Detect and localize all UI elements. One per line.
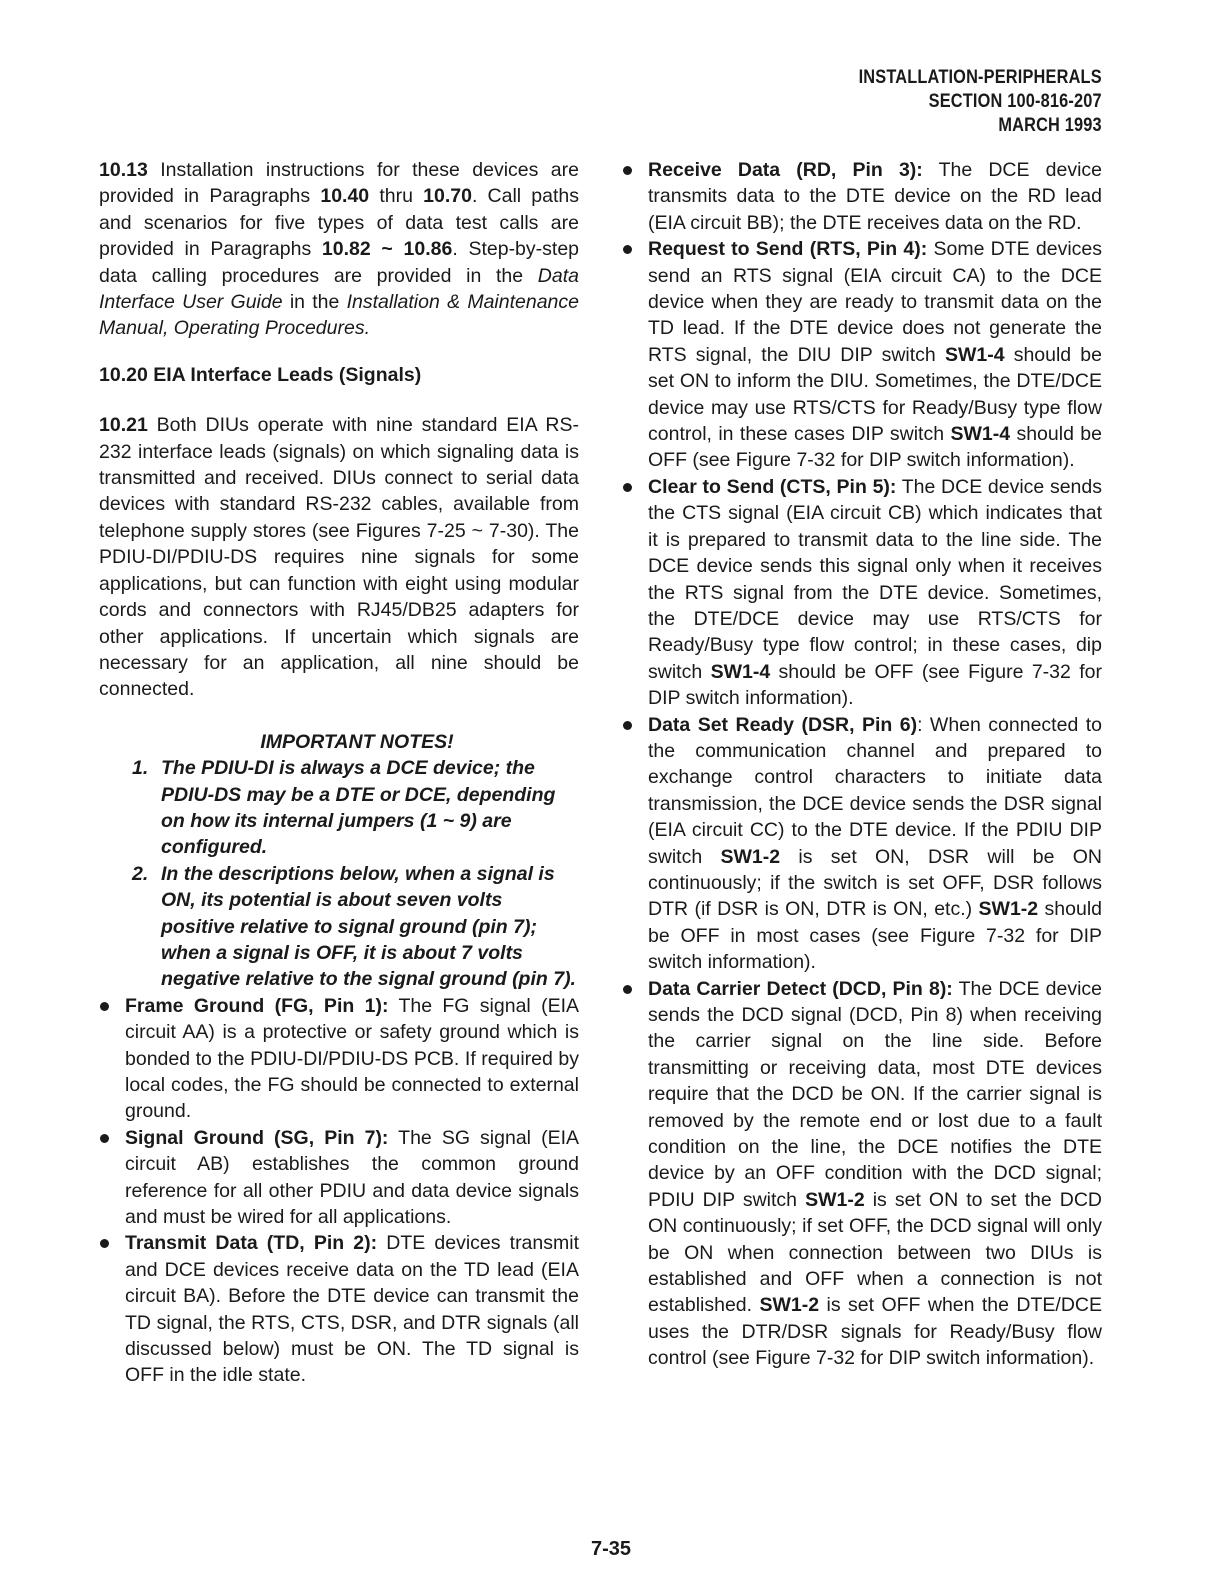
- note-item: [99, 755, 579, 861]
- paragraph-ref: 10.70: [423, 185, 472, 208]
- signal-title: Frame Ground (FG, Pin 1):: [125, 994, 389, 1017]
- signal-title: Data Set Ready (DSR, Pin 6): [648, 713, 918, 736]
- signal-text: Some DTE devices send an RTS signal (EIA circuit CA) to the DCE device when they are ready to transmit data on the TD lead. If the DTE device does not generate the RTS signal, the DIU DIP switch: [648, 238, 1102, 366]
- signal-text: should be OFF (see Figure 7-32 for DIP switch information).: [648, 423, 1102, 472]
- switch-label: SW1-4: [944, 343, 1005, 366]
- switch-label: SW1-4: [710, 660, 771, 683]
- signal-list-left: [99, 993, 579, 1389]
- signal-list-right: [622, 157, 1102, 1372]
- switch-label: SW1-2: [720, 845, 781, 868]
- signal-text: The DCE device transmits data to the DTE device on the RD lead (EIA circuit BB); the DTE receives data on the RD.: [648, 159, 1103, 234]
- switch-label: SW1-2: [978, 898, 1039, 921]
- signal-title: Clear to Send (CTS, Pin 5):: [648, 475, 897, 498]
- switch-label: SW1-2: [759, 1294, 820, 1317]
- header-date: MARCH 1993: [998, 115, 1102, 136]
- header-title: INSTALLATION-PERIPHERALS: [858, 67, 1102, 88]
- document-title: Installation & Maintenance Manual, Operating Procedures.: [99, 291, 579, 340]
- signal-text: should be OFF (see Figure 7-32 for DIP switch information).: [648, 660, 1102, 710]
- signal-text: The SG signal (EIA circuit AB) establishes the common ground reference for all other PDIU and data device signals and must be wired for all applications.: [125, 1126, 579, 1229]
- signal-text: The DCE device sends the DCD signal (DCD, Pin 8) when receiving the carrier signal on the line side. Before transmitting or receiving data, most DTE devices require that the DCD be ON. If the carrier signal is removed by the remote end or lost due to a fault condition on the line, the DCE notifies the DTE device by an OFF condition with the DCD signal; PDIU DIP switch: [648, 977, 1102, 1211]
- note-text: In the descriptions below, when a signal is ON, its potential is about seven volts positive relative to signal ground (pin 7); when a signal is OFF, it is about 7 volts negative relative to the signal ground (pin 7).: [161, 862, 576, 991]
- right-column: [622, 157, 1102, 1372]
- signal-text: is set OFF when the DTE/DCE uses the DTR/DSR signals for Ready/Busy flow control (see Figure 7-32 for DIP switch information).: [648, 1294, 1103, 1370]
- signal-text: : When connected to the communication channel and prepared to exchange control characters to initiate data transmission, the DCE device sends the DSR signal (EIA circuit CC) to the DTE device. If the PDIU DIP switch: [648, 713, 1102, 868]
- left-column: [99, 157, 579, 1389]
- signal-item-signal-ground: [99, 1125, 579, 1231]
- signal-item-receive-data: [622, 157, 1102, 236]
- signal-title: Transmit Data (TD, Pin 2):: [125, 1232, 378, 1255]
- paragraph-text: Installation instructions for these devices are provided in Paragraphs: [99, 159, 579, 208]
- signal-item-transmit-data: [99, 1230, 579, 1388]
- paragraph-text: in the: [282, 291, 347, 314]
- signal-item-data-carrier-detect: [622, 976, 1102, 1372]
- signal-item-clear-to-send: [622, 474, 1102, 712]
- signal-text: The FG signal (EIA circuit AA) is a protective or safety ground which is bonded to the PDIU-DI/PDIU-DS PCB. If required by local codes, the FG should be connected to external ground.: [125, 994, 580, 1123]
- paragraph-ref: 10.82 ~ 10.86: [321, 238, 453, 261]
- signal-text: should be OFF in most cases (see Figure 7-32 for DIP switch information).: [648, 898, 1102, 974]
- paragraph-number: 10.21: [99, 414, 148, 437]
- paragraph-number: 10.13: [99, 159, 148, 181]
- paragraph-text: . Call paths and scenarios for five types of data test calls are provided in Paragraphs: [99, 185, 580, 261]
- paragraph-text: thru: [369, 185, 424, 208]
- important-notes: [99, 755, 579, 993]
- signal-title: Request to Send (RTS, Pin 4):: [648, 238, 928, 261]
- signal-title: Data Carrier Detect (DCD, Pin 8):: [648, 977, 953, 1000]
- header-section: SECTION 100-816-207: [928, 91, 1102, 112]
- note-item: [99, 861, 579, 993]
- signal-item-data-set-ready: [622, 712, 1102, 976]
- document-title: Data Interface User Guide: [99, 264, 579, 314]
- signal-text: is set ON, DSR will be ON continuously; if the switch is set OFF, DSR follows DTR (if DSR is ON, DTR is ON, etc.): [648, 845, 1102, 921]
- page-header: [859, 66, 1102, 138]
- signal-text: should be set ON to inform the DIU. Sometimes, the DTE/DCE device may use RTS/CTS for Ready/Busy type flow control, in these cases DIP switch: [648, 343, 1102, 446]
- section-heading: 10.20 EIA Interface Leads (Signals): [99, 363, 422, 386]
- switch-label: SW1-4: [950, 423, 1011, 446]
- signal-item-request-to-send: [622, 236, 1102, 474]
- paragraph-ref: 10.40: [320, 185, 370, 208]
- paragraph-10-13: [99, 157, 579, 342]
- paragraph-10-21: [99, 412, 579, 702]
- note-number: 2.: [132, 862, 149, 885]
- note-number: 1.: [132, 757, 149, 780]
- note-text: The PDIU-DI is always a DCE device; the PDIU-DS may be a DTE or DCE, depending on how its internal jumpers (1 ~ 9) are configured.: [161, 757, 556, 859]
- paragraph-text: Both DIUs operate with nine standard EIA RS-232 interface leads (signals) on which signaling data is transmitted and received. DIUs connect to serial data devices with standard RS-232 cables, available from telephone supply stores (see Figures 7-25 ~ 7-30). The PDIU-DI/PDIU-DS requires nine signals for some applications, but can function with eight using modular cords and connectors with RJ45/DB25 adapters for other applications. If uncertain which signals are necessary for an application, all nine should be connected.: [99, 414, 579, 701]
- signal-item-frame-ground: [99, 993, 579, 1125]
- page-number: 7-35: [590, 1538, 632, 1560]
- switch-label: SW1-2: [805, 1188, 865, 1211]
- signal-text: DTE devices transmit and DCE devices receive data on the TD lead (EIA circuit BA). Before the DTE device can transmit the TD signal, the RTS, CTS, DSR, and DTR signals (all discussed below) must be ON. The TD signal is OFF in the idle state.: [125, 1232, 579, 1387]
- notes-title: IMPORTANT NOTES!: [260, 730, 454, 753]
- signal-title: Signal Ground (SG, Pin 7):: [125, 1126, 389, 1149]
- paragraph-text: . Step-by-step data calling procedures are provided in the: [99, 238, 580, 287]
- signal-text: is set ON to set the DCD ON continuously; if set OFF, the DCD signal will only be ON when connection between two DIUs is established and OFF when a connection is not established.: [648, 1188, 1102, 1317]
- signal-title: Receive Data (RD, Pin 3):: [648, 159, 923, 181]
- signal-text: The DCE device sends the CTS signal (EIA circuit CB) which indicates that it is prepared to transmit data to the line side. The DCE device sends this signal only when it receives the RTS signal from the DTE device. Sometimes, the DTE/DCE device may use RTS/CTS for Ready/Busy type flow control; in these cases, dip switch: [648, 475, 1102, 683]
